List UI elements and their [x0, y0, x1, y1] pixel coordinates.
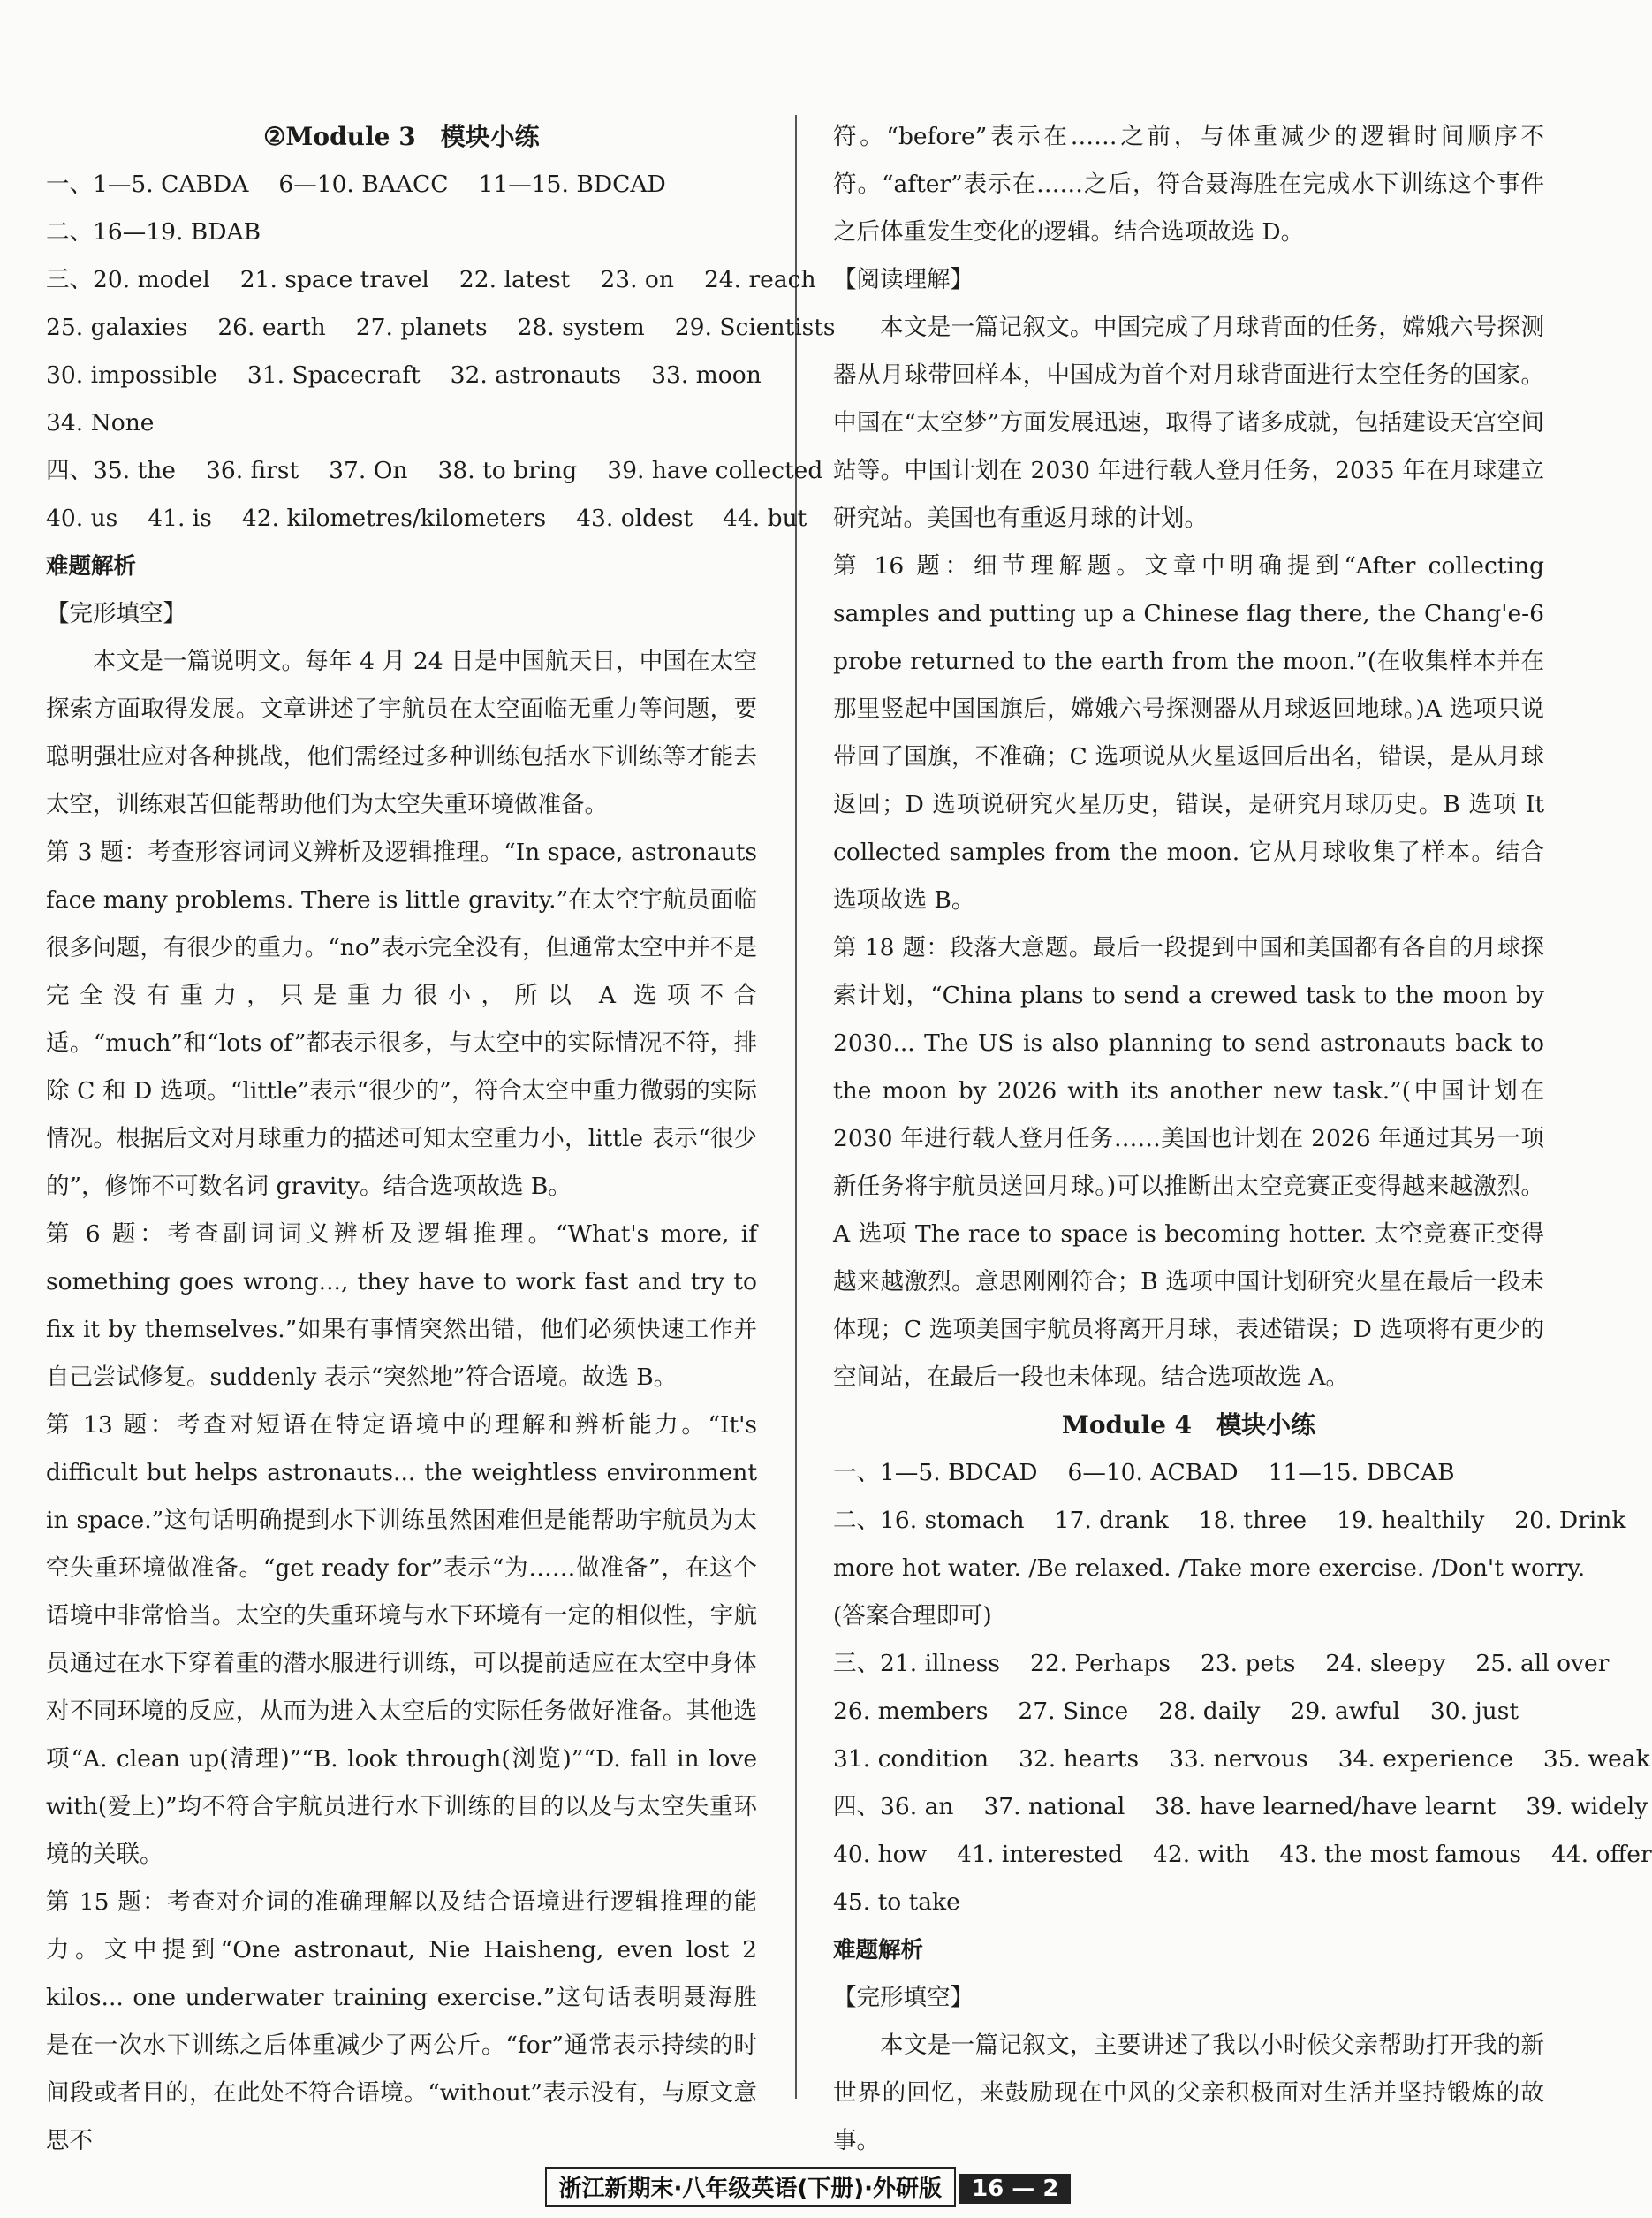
paragraph: 本文是一篇说明文。每年 4 月 24 日是中国航天日，中国在太空探索方面取得发展。文章讲述了宇航员在太空面临无重力等问题，要聪明强壮应对各种挑战，他们需经过多种训练包括水下训练等才能去太空，训练艰苦但能帮助他们为太空失重环境做准备。: [46, 648, 757, 818]
answer-line: 一、1—5. CABDA 6—10. BAACC 11—15. BDCAD: [46, 171, 666, 198]
paragraph: 符。“before”表示在……之前，与体重减少的逻辑时间顺序不符。“after”表示在……之后，符合聂海胜在完成水下训练这个事件之后体重发生变化的逻辑。结合选项故选 D。: [833, 123, 1544, 246]
answer-line: 26. members 27. Since 28. daily 29. awful 30. just: [833, 1698, 1519, 1725]
answer-line: (答案合理即可): [833, 1602, 992, 1629]
answer-line: 40. us 41. is 42. kilometres/kilometers 43. oldest 44. but: [46, 505, 807, 532]
answer-line: 30. impossible 31. Spacecraft 32. astronauts 33. moon: [46, 361, 762, 389]
reading-heading: 【阅读理解】: [833, 266, 974, 293]
answer-line: more hot water. /Be relaxed. /Take more exercise. /Don't worry.: [833, 1554, 1586, 1582]
right-column: [833, 113, 1652, 2165]
difficult-heading: 难题解析: [46, 553, 137, 580]
cloze-heading: 【完形填空】: [833, 1984, 974, 2011]
answer-line: 45. to take: [833, 1888, 960, 1916]
answer-line: 四、35. the 36. first 37. On 38. to bring 39. have collected: [46, 457, 823, 484]
module3-title: ②Module 3 模块小练: [263, 122, 540, 151]
answer-line: 40. how 41. interested 42. with 43. the most famous 44. offer: [833, 1841, 1652, 1868]
paragraph: 第 13 题：考查对短语在特定语境中的理解和辨析能力。“It's difficult but helps astronauts... the weightless environment in space.”这句话明确提到水下训练虽然困难但是能帮助宇航员为太空失重环境做准备。“get ready for”表示“为……做准备”，在这个语境中非常恰当。太空的失重环境与水下环境有一定的相似性，宇航员通过在水下穿着重的潜水服进行训练，可以提前适应在太空中身体对不同环境的反应，从而为进入太空后的实际任务做好准备。其他选项“A. clean up(清理)”“B. look through(浏览)”“D. fall in love with(爱上)”均不符合宇航员进行水下训练的目的以及与太空失重环境的关联。: [46, 1411, 757, 1868]
paragraph: 第 3 题：考查形容词词义辨析及逻辑推理。“In space, astronauts face many problems. There is little gravity.”在太空宇航员面临很多问题，有很少的重力。“no”表示完全没有，但通常太空中并不是完全没有重力，只是重力很小，所以 A 选项不合适。“much”和“lots of”都表示很多，与太空中的实际情况不符，排除 C 和 D 选项。“little”表示“很少的”，符合太空中重力微弱的实际情况。根据后文对月球重力的描述可知太空重力小，little 表示“很少的”，修饰不可数名词 gravity。结合选项故选 B。: [46, 839, 757, 1200]
column-divider: [795, 115, 797, 2099]
paragraph: 第 18 题：段落大意题。最后一段提到中国和美国都有各自的月球探索计划，“China plans to send a crewed task to the moon by 2030... The US is also planning to send astronauts back to the moon by 2026 with its another new task.”(中国计划在 2030 年进行载人登月任务……美国也计划在 2026 年通过其另一项新任务将宇航员送回月球。)可以推断出太空竞赛正变得越来越激烈。A 选项 The race to space is becoming hotter. 太空竞赛正变得越来越激烈。意思刚刚符合；B 选项中国计划研究火星在最后一段未体现；C 选项美国宇航员将离开月球，表述错误；D 选项将有更少的空间站，在最后一段也未体现。结合选项故选 A。: [833, 934, 1544, 1391]
paragraph: 第 6 题：考查副词词义辨析及逻辑推理。“What's more, if something goes wrong..., they have to work fast and try to fix it by themselves.”如果有事情突然出错，他们必须快速工作并自己尝试修复。suddenly 表示“突然地”符合语境。故选 B。: [46, 1220, 757, 1391]
module3-answers: [46, 161, 836, 543]
answer-line: 二、16. stomach 17. drank 18. three 19. healthily 20. Drink: [833, 1507, 1626, 1534]
module4-title: Module 4 模块小练: [1061, 1410, 1316, 1439]
paragraph: 本文是一篇记叙文，主要讲述了我以小时候父亲帮助打开我的新世界的回忆，来鼓励现在中风的父亲积极面对生活并坚持锻炼的故事。: [833, 2032, 1544, 2154]
paragraph: 第 16 题：细节理解题。文章中明确提到“After collecting samples and putting up a Chinese flag there, the Chang'e-6 probe returned to the earth from the moon.”(在收集样本并在那里竖起中国国旗后，嫦娥六号探测器从月球返回地球。)A 选项只说带回了国旗，不准确；C 选项说从火星返回后出名，错误，是从月球返回；D 选项说研究火星历史，错误，是研究月球历史。B 选项 It collected samples from the moon. 它从月球收集了样本。结合选项故选 B。: [833, 552, 1544, 914]
answer-line: 二、16—19. BDAB: [46, 218, 261, 246]
answer-line: 25. galaxies 26. earth 27. planets 28. system 29. Scientists: [46, 314, 836, 341]
module4-answers: [833, 1449, 1652, 1926]
answer-line: 一、1—5. BDCAD 6—10. ACBAD 11—15. DBCAB: [833, 1459, 1455, 1486]
paragraph: 第 15 题：考查对介词的准确理解以及结合语境进行逻辑推理的能力。文中提到“One astronaut, Nie Haisheng, even lost 2 kilos... one underwater training exercise.”这句话表明聂海胜是在一次水下训练之后体重减少了两公斤。“for”通常表示持续的时间段或者目的，在此处不符合语境。“without”表示没有，与原文意思不: [46, 1888, 757, 2154]
book-title: 浙江新期末·八年级英语(下册)·外研版: [545, 2167, 957, 2207]
difficult-heading: 难题解析: [833, 1937, 924, 1964]
answer-line: 三、20. model 21. space travel 22. latest 23. on 24. reach: [46, 266, 816, 293]
answer-line: 三、21. illness 22. Perhaps 23. pets 24. sleepy 25. all over: [833, 1650, 1610, 1677]
answer-line: 四、36. an 37. national 38. have learned/have learnt 39. widely: [833, 1793, 1648, 1820]
cloze-heading: 【完形填空】: [46, 600, 186, 627]
page-number: 16 — 2: [959, 2174, 1071, 2204]
answer-line: 31. condition 32. hearts 33. nervous 34. experience 35. weak: [833, 1745, 1650, 1773]
page-footer: [0, 2167, 1616, 2207]
left-column: [46, 113, 836, 2165]
answer-line: 34. None: [46, 409, 155, 437]
paragraph: 本文是一篇记叙文。中国完成了月球背面的任务，嫦娥六号探测器从月球带回样本，中国成为首个对月球背面进行太空任务的国家。中国在“太空梦”方面发展迅速，取得了诸多成就，包括建设天宫空间站等。中国计划在 2030 年进行载人登月任务，2035 年在月球建立研究站。美国也有重返月球的计划。: [833, 314, 1544, 532]
